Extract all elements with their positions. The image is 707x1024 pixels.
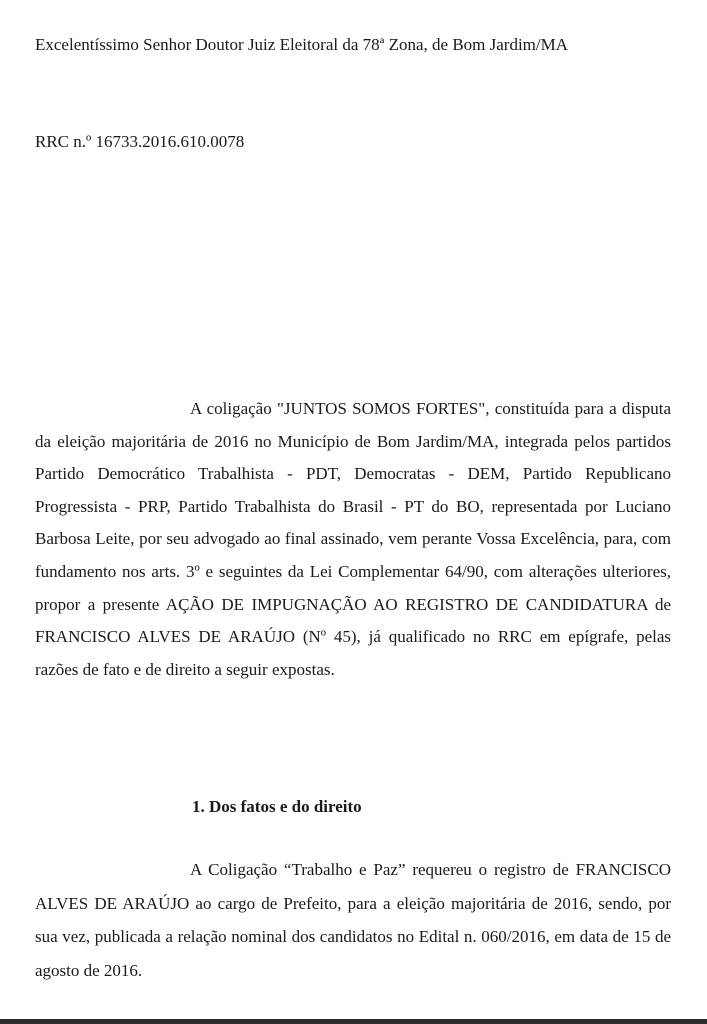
section-heading: 1. Dos fatos e do direito: [192, 797, 362, 816]
addressee-line: Excelentíssimo Senhor Doutor Juiz Eleitoral da 78ª Zona, de Bom Jardim/MA: [35, 35, 569, 54]
intro-paragraph: A coligação "JUNTOS SOMOS FORTES", constituída para a disputa da eleição majoritária de 2016 no Município de Bom Jardim/MA, integrada pelos partidos Partido Democrático Trabalhista - PDT, Democratas - DEM, Partido Republicano Progressista - PRP, Partido Trabalhista do Brasil - PT do BO, representada por Luciano Barbosa Leite, por seu advogado ao final assinado, vem perante Vossa Excelência, para, com fundamento nos arts. 3º e seguintes da Lei Complementar 64/90, com alterações ulteriores, propor a presente AÇÃO DE IMPUGNAÇÃO AO REGISTRO DE CANDIDATURA de FRANCISCO ALVES DE ARAÚJO (Nº 45), já qualificado no RRC em epígrafe, pelas razões de fato e de direito a seguir expostas.: [35, 399, 671, 679]
rrc-reference: RRC n.º 16733.2016.610.0078: [35, 132, 245, 151]
facts-paragraph: A Coligação “Trabalho e Paz” requereu o registro de FRANCISCO ALVES DE ARAÚJO ao cargo de Prefeito, para a eleição majoritária de 2016, sendo, por sua vez, publicada a relação nominal dos candidatos no Edital n. 060/2016, em data de 15 de agosto de 2016.: [35, 860, 671, 980]
page-bottom-border: [0, 1019, 707, 1024]
